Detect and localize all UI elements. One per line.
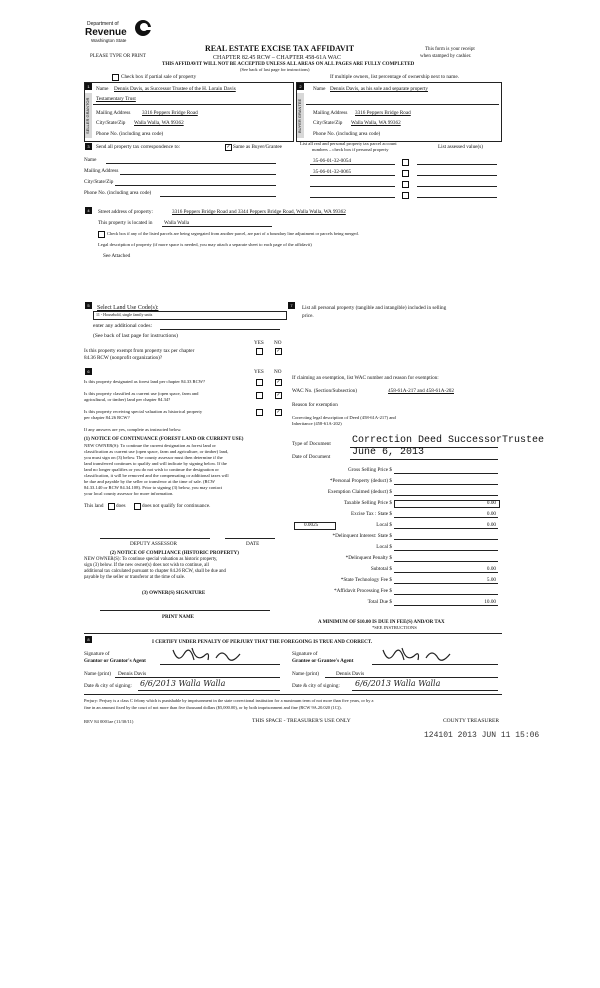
assessed-2-line [417, 175, 497, 176]
fee-label: Excise Tax : State $ [350, 511, 392, 517]
fee-line [394, 495, 498, 496]
section-2-number: 2 [297, 83, 304, 90]
deputy-line [100, 538, 210, 539]
receipt-note-1: This form is your receipt [425, 47, 475, 52]
grantee-date-value[interactable]: 6/6/2013 Walla Walla [355, 679, 441, 688]
current-use-question-2: agricultural, or timber) land per chapter 84.34? [84, 397, 171, 402]
notice-1-line: 84.33.140 or RCW 84.34.108). Prior to signing (3) below, you may contact [84, 485, 223, 490]
fee-line [394, 484, 498, 485]
notice-1-line: land transferred continues to qualify and will indicate by signing below. If the [84, 461, 227, 466]
same-as-buyer-label: Same as Buyer/Grantee [233, 144, 282, 150]
buyer-name-label: Name [313, 86, 326, 92]
county-treasurer-label: COUNTY TREASURER [443, 718, 500, 724]
document-date-label: Date of Document [292, 454, 331, 460]
fee-line [394, 550, 498, 551]
assessed-1-line [417, 164, 497, 165]
buyer-city-value[interactable]: Walla Walla, WA 99362 [351, 120, 401, 126]
grantee-sig-label-2: Grantee or Grantee's Agent [292, 658, 354, 664]
dept-line2: Revenue [85, 27, 127, 38]
historic-no-checkbox[interactable]: ✓ [276, 410, 281, 415]
fee-line [394, 583, 498, 584]
grantor-name-line [115, 677, 280, 678]
land-use-value[interactable]: 11 - Household, single family units [96, 312, 153, 317]
notice-1-line: you must sign on (3) below. The county assessor must then determine if the [84, 455, 223, 460]
deputy-date-label: DATE [246, 541, 260, 547]
fee-label: Local $ [376, 544, 392, 550]
exempt-yes-checkbox[interactable] [256, 348, 263, 355]
corr-name-line [106, 163, 276, 164]
notice-1-title: (1) NOTICE OF CONTINUANCE (FOREST LAND OR CURRENT USE) [84, 437, 244, 442]
fee-line [394, 517, 498, 518]
local-rate-value[interactable]: 0.0025 [304, 522, 319, 528]
personal-property-label-2: price. [302, 313, 314, 319]
fee-line [394, 605, 498, 606]
deputy-date-line [225, 538, 275, 539]
corr-city-line [115, 185, 276, 186]
current-use-no-checkbox[interactable]: ✓ [276, 393, 281, 398]
seller-mail-label: Mailing Address [96, 110, 131, 116]
parcel-1-value[interactable]: 35-06-01-32-0054 [313, 158, 352, 164]
buyer-name-value[interactable]: Dennis Davis, as his sole and separate property [330, 86, 428, 92]
fee-value[interactable]: 5.00 [486, 577, 496, 583]
grantee-name-line [325, 677, 498, 678]
document-date-line [350, 459, 498, 460]
perjury-note-1: Perjury: Perjury is a class C felony which is punishable by imprisonment in the state correctional institution for a maximum term of not more than five years, or by a [84, 698, 374, 703]
additional-codes-line [160, 329, 280, 330]
revenue-logo [83, 18, 163, 46]
exempt-q2: 84.36 RCW (nonprofit organization)? [84, 355, 163, 361]
print-name-line [100, 610, 270, 611]
fee-value[interactable]: 0.00 [486, 566, 496, 572]
seller-name-value-2[interactable]: Testamentary Trust [96, 96, 136, 102]
buyer-mail-label: Mailing Address [313, 110, 348, 116]
fee-label: Local $ [376, 522, 392, 528]
corr-mail-line [120, 174, 276, 175]
parcel-2-line [310, 175, 395, 176]
grantor-name-label: Name (print) [84, 671, 111, 677]
section-3-number: 3 [85, 143, 92, 150]
multiple-owners-note: If multiple owners, list percentage of ownership next to name. [330, 74, 459, 80]
dept-line1: Department of [87, 21, 119, 27]
document-type-value[interactable]: Correction Deed SuccessorTrustee [352, 435, 545, 446]
treasurer-stamp: 124101 2013 JUN 11 15:06 [424, 731, 540, 740]
grantor-date-line [138, 690, 280, 691]
notice-1-line: NEW OWNER(S): To continue the current designation as forest land or [84, 443, 216, 448]
fee-line [394, 539, 498, 540]
s5-no: NO [274, 340, 282, 346]
exempt-no-checkbox[interactable]: ✓ [276, 349, 281, 354]
send-correspondence-label: Send all property tax correspondence to: [96, 144, 180, 150]
grantee-date-line [352, 690, 498, 691]
seller-phone-label: Phone No. (including area code) [96, 131, 164, 137]
parcel-3-line [310, 186, 395, 187]
partial-sale-checkbox[interactable] [112, 74, 119, 81]
seller-city-value[interactable]: Walla Walla, WA 99362 [134, 120, 184, 126]
s6-yes: YES [254, 369, 264, 375]
does-not-label: does not qualify for continuance. [142, 503, 211, 509]
legal-description-label: Legal description of property (if more space is needed, you may attach a separate sheet to each page of the affidavit) [98, 242, 312, 247]
segregated-label: Check box if any of the listed parcels are being segregated from another parcel, are part of a boundary line adjustment or parcels being merged. [107, 231, 359, 236]
s6-no: NO [274, 369, 282, 375]
parcel-2-value[interactable]: 35-06-01-32-0065 [313, 169, 352, 175]
print-name-label: PRINT NAME [162, 615, 194, 620]
notice-1-line: land no longer qualifies or you do not wish to continue the designation or [84, 467, 219, 472]
reason-value-1[interactable]: Correcting legal description of Deed (458-61A-217) and [292, 415, 396, 420]
parcel-4-line [310, 197, 395, 198]
notice-1-line: your local county assessor for more information. [84, 491, 174, 496]
additional-codes-label: enter any additional codes: [93, 323, 153, 329]
document-date-value[interactable]: June 6, 2013 [352, 447, 425, 458]
exempt-q1: Is this property exempt from property tax per chapter [84, 348, 195, 354]
form-title: REAL ESTATE EXCISE TAX AFFIDAVIT [205, 44, 355, 53]
grantor-name-value[interactable]: Dennis Davis [118, 671, 147, 677]
notice-2-title: (2) NOTICE OF COMPLIANCE (HISTORIC PROPERTY) [110, 551, 239, 556]
notice-2-line: additional tax calculated pursuant to chapter 84.26 RCW, shall be due and [84, 569, 226, 574]
form-warning: THIS AFFIDAVIT WILL NOT BE ACCEPTED UNLESS ALL AREAS ON ALL PAGES ARE FULLY COMPLETED [162, 62, 415, 67]
grantor-signature [170, 644, 250, 668]
dept-line3: Washington State [91, 38, 127, 43]
this-land-label: This land [84, 503, 104, 509]
grantee-signature [380, 644, 460, 668]
fee-value[interactable]: 0.00 [486, 500, 496, 506]
parcel-3-checkbox[interactable] [402, 181, 409, 188]
fee-label: *Delinquent Penalty $ [345, 555, 392, 561]
reason-label: Reason for exemption [292, 402, 338, 408]
parcel-2-checkbox[interactable] [402, 170, 409, 177]
deputy-assessor-label: DEPUTY ASSESSOR [130, 541, 177, 547]
partial-sale-label: Check box if partial sale of property [121, 74, 197, 80]
notice-1-line: be due and payable by the seller or transferor at the time of sale. (RCW [84, 479, 216, 484]
seller-name-label: Name [96, 86, 109, 92]
seller-side-label: SELLER GRANTOR [85, 93, 92, 138]
seller-divider [93, 104, 291, 105]
reason-value-2[interactable]: Inheritance (458-61A-202) [292, 421, 342, 426]
buyer-city-label: City/State/Zip [313, 120, 343, 126]
grantor-sig-label-1: Signature of [84, 651, 110, 657]
current-use-yes-checkbox[interactable] [256, 392, 263, 399]
buyer-side-label: BUYER GRANTEE [297, 93, 304, 138]
fee-label: *Delinquent Interest: State $ [332, 533, 392, 539]
wac-label: WAC No. (Section/Subsection) [292, 388, 357, 394]
land-use-see-back: (See back of last page for instructions) [93, 333, 178, 339]
buyer-mail-value[interactable]: 3316 Peppers Bridge Road [355, 110, 411, 116]
corr-mail-label: Mailing Address [84, 168, 119, 174]
form-chapter: CHAPTER 82.45 RCW – CHAPTER 458-61A WAC [213, 55, 341, 61]
treasurer-use-label: THIS SPACE - TREASURER'S USE ONLY [252, 718, 351, 724]
grantee-name-value[interactable]: Dennis Davis [336, 671, 365, 677]
does-checkbox[interactable] [108, 503, 115, 510]
form-see-back: (See back of last page for instructions) [240, 67, 310, 72]
corr-phone-line [160, 196, 276, 197]
seller-city-label: City/State/Zip [96, 120, 126, 126]
fee-label: *Personal Property (deduct) $ [329, 478, 392, 484]
fee-line [394, 561, 498, 562]
fee-line [394, 528, 498, 529]
does-not-checkbox[interactable] [134, 503, 141, 510]
fee-label: Total Due $ [367, 599, 392, 605]
rev-number: REV 84 0001ae (11/30/11) [84, 719, 134, 724]
seller-mail-value[interactable]: 3316 Peppers Bridge Road [142, 110, 198, 116]
segregated-checkbox[interactable] [98, 231, 105, 238]
corr-name-label: Name [84, 157, 97, 163]
section-5-number: 5 [85, 302, 92, 309]
claiming-exemption-label: If claiming an exemption, list WAC number and reason for exemption: [292, 375, 439, 381]
located-line [162, 226, 272, 227]
fee-label: Taxable Selling Price $ [343, 500, 392, 506]
please-type: PLEASE TYPE OR PRINT [90, 54, 146, 59]
wac-value[interactable]: 458-61A-217 and 458-61A-202 [388, 388, 454, 394]
assessed-3-line [417, 186, 497, 187]
forest-question: Is this property designated as forest land per chapter 84.33 RCW? [84, 379, 206, 384]
street-value[interactable]: 3316 Peppers Bridge Road and 3344 Peppers Bridge Road, Walla Walla, WA 99362 [172, 209, 346, 215]
forest-yes-checkbox[interactable] [256, 379, 263, 386]
does-label: does [116, 503, 126, 509]
fee-label: *State Technology Fee $ [340, 577, 392, 583]
certify-statement: I CERTIFY UNDER PENALTY OF PERJURY THAT THE FOREGOING IS TRUE AND CORRECT. [152, 640, 373, 645]
parcel-list-header-2: numbers – check box if personal property [312, 147, 389, 152]
see-attached: See Attached [103, 253, 131, 259]
current-use-question-1: Is this property classified as current use (open space, farm and [84, 391, 199, 396]
located-label: This property is located in [98, 220, 153, 226]
parcel-list-header-1: List all real and personal property tax parcel account [300, 141, 397, 146]
document-type-label: Type of Document [292, 441, 331, 447]
section-8-rule [84, 633, 502, 634]
assessed-header: List assessed value(s) [438, 144, 483, 150]
notice-1-line: classification as current use (open space, farm and agriculture, or timber) land, [84, 449, 229, 454]
section-8-number: 8 [85, 636, 92, 643]
section-4-number: 4 [85, 207, 92, 214]
section-7-number: 7 [288, 302, 295, 309]
perjury-rule [84, 694, 502, 695]
grantee-date-label: Date & city of signing: [292, 683, 340, 689]
revenue-swirl-icon [133, 18, 153, 38]
fee-line [394, 594, 498, 595]
buyer-divider [306, 104, 499, 105]
grantor-date-value[interactable]: 6/6/2013 Walla Walla [140, 679, 226, 688]
fee-label: Exemption Claimed (deduct) $ [327, 489, 392, 495]
if-yes-note: If any answers are yes, complete as instructed below. [84, 427, 182, 432]
land-use-label: Select Land Use Code(s): [97, 305, 159, 311]
fee-value[interactable]: 0.00 [486, 522, 496, 528]
fee-value[interactable]: 0.00 [486, 511, 496, 517]
owner-signature-label: (3) OWNER(S) SIGNATURE [142, 591, 206, 596]
notice-2-line: sign (3) below. If the new owner(s) does not wish to continue, all [84, 563, 209, 568]
personal-property-label: List all personal property (tangible and intangible) included in selling [302, 305, 447, 311]
parcel-1-checkbox[interactable] [402, 159, 409, 166]
section-1-number: 1 [85, 83, 92, 90]
fee-label: Gross Selling Price $ [348, 467, 392, 473]
parcel-4-checkbox[interactable] [402, 192, 409, 199]
same-as-buyer-checkbox[interactable]: ✓ [226, 145, 231, 150]
s5-yes: YES [254, 340, 264, 346]
forest-no-checkbox[interactable]: ✓ [276, 380, 281, 385]
notice-2-line: NEW OWNER(S): To continue special valuation as historic property, [84, 557, 218, 562]
minimum-fee-note: A MINIMUM OF $10.00 IS DUE IN FEE(S) AND/OR TAX [318, 620, 445, 625]
notice-1-line: classification, it will be removed and the compensating or additional taxes will [84, 473, 229, 478]
grantee-name-label: Name (print) [292, 671, 319, 677]
fee-line [394, 473, 498, 474]
fee-line [394, 572, 498, 573]
parcel-1-line [310, 164, 395, 165]
fee-label: Subtotal $ [370, 566, 392, 572]
buyer-phone-label: Phone No. (including area code) [313, 131, 381, 137]
historic-question-2: per chapter 84.26 RCW? [84, 415, 130, 420]
fee-box[interactable] [394, 500, 500, 508]
fee-table [292, 468, 502, 608]
notice-2-line: payable by the seller or transferor at the time of sale. [84, 575, 186, 580]
historic-question-1: Is this property receiving special valuation as historical property [84, 409, 203, 414]
assessed-4-line [417, 197, 497, 198]
corr-phone-label: Phone No. (including area code) [84, 190, 152, 196]
see-instructions: *SEE INSTRUCTIONS [372, 625, 417, 630]
fee-value[interactable]: 10.00 [484, 599, 496, 605]
grantee-sig-label-1: Signature of [292, 651, 318, 657]
receipt-note-2: when stamped by cashier. [420, 54, 472, 59]
perjury-note-2: fine in an amount fixed by the court of not more than five thousand dollars ($5,000.00), or by both imprisonment and fine (RCW 9A.20.020 (1C)). [84, 705, 342, 710]
seller-name-value[interactable]: Dennis Davis, as Successor Trustee of the H. Lorain Davis [114, 86, 236, 92]
fee-label: *Affidavit Processing Fee $ [334, 588, 392, 594]
corr-city-label: City/State/Zip [84, 179, 114, 185]
historic-yes-checkbox[interactable] [256, 409, 263, 416]
section-6-number: 6 [85, 368, 92, 375]
grantor-sig-label-2: Grantor or Grantor's Agent [84, 658, 146, 664]
grantor-date-label: Date & city of signing: [84, 683, 132, 689]
street-label: Street address of property: [98, 209, 153, 215]
located-value[interactable]: Walla Walla [164, 220, 190, 226]
